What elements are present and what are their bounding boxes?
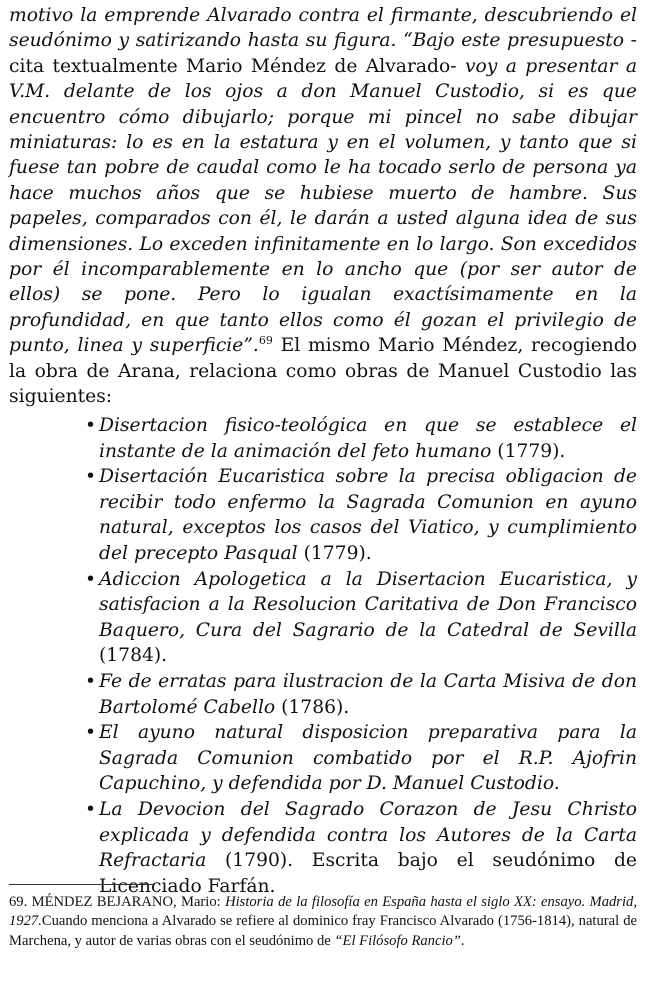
footnote-author: MÉNDEZ BEJARANO, Mario: xyxy=(27,894,226,910)
footnote-end: . xyxy=(460,932,465,949)
work-title: El ayuno natural disposicion preparativa para la Sagrada Comunion combatido por el R.P. Ajofrin Capuchino, y defendida por D. Manuel Custodio. xyxy=(99,722,637,795)
work-year: (1779). xyxy=(491,440,566,462)
footnote-text: Cuando menciona a Alvarado se refiere al dominico fray Francisco Alvarado (1756-1814), natural de Marchena, y autor de varias obras con el seudónimo de xyxy=(9,913,637,949)
footnote-reference[interactable]: 69 xyxy=(258,334,273,348)
work-title: Disertación Eucaristica sobre la precisa obligacion de recibir todo enfermo la Sagrada Comunion en ayuno natural, exceptos los casos del Viatico, y cumplimiento del precepto Pasqual xyxy=(99,466,637,564)
footnote-number: 69. xyxy=(9,894,28,910)
list-item xyxy=(85,720,637,797)
bullet-icon: • xyxy=(85,670,97,692)
list-item xyxy=(85,567,637,669)
list-item xyxy=(85,797,637,899)
italic-quote-lead: motivo la emprende Alvarado contra el firmante, descubriendo el seudónimo y satirizando hasta su figura. “Bajo este presupuesto xyxy=(9,5,637,52)
list-item xyxy=(85,669,637,720)
work-title: Fe de erratas para ilustracion de la Carta Misiva de don Bartolomé Cabello xyxy=(99,670,637,718)
footnote xyxy=(9,893,637,951)
bullet-icon: • xyxy=(85,798,97,820)
body-paragraph xyxy=(9,3,637,410)
list-item xyxy=(85,464,637,566)
work-year: (1786). xyxy=(275,696,350,718)
bullet-icon: • xyxy=(85,466,97,488)
work-title: Adiccion Apologetica a la Disertacion Eucaristica, y satisfacion a la Resolucion Caritativa de Don Francisco Baquero, Cura del Sagrario de la Catedral de Sevilla xyxy=(99,568,637,641)
work-year: (1779). xyxy=(297,542,372,564)
bullet-icon: • xyxy=(85,568,97,590)
bullet-icon: • xyxy=(85,415,97,436)
work-title: La Devocion del Sagrado Corazon de Jesu Christo explicada y defendida contra los Autores de la Carta Refractaria xyxy=(99,798,637,872)
work-year: (1784). xyxy=(99,645,168,667)
italic-quote: voy a presentar a V.M. delante de los ojos a don Manuel Custodio, si es que encuentro cómo dibujarlo; porque mi pincel no sabe dibujar miniaturas: lo es en la estatura y en el volumen, y tanto que si fuese tan pobre de caudal como le ha tocado serlo de persona ya hace muchos años que se hubiese muerto de hambre. Sus papeles, comparados con él, le darán a usted alguna idea de sus dimensiones. Lo exceden infinitamente en lo largo. Son excedidos por él incomparablemente en lo ancho que (por ser autor de ellos) se pone. Pero lo igualan exactísimamente en la profundidad, en que tanto ellos como él gozan el privilegio de punto, linea y superficie”. xyxy=(9,55,637,357)
work-year: (1790). Escrita bajo el seudónimo de Licenciado Farfán. xyxy=(99,850,637,897)
works-list xyxy=(85,413,637,899)
footnote-pseudonym: “El Filósofo Rancio” xyxy=(334,932,461,949)
citation-note: -cita textualmente Mario Méndez de Alvarado- xyxy=(9,30,637,77)
bullet-icon: • xyxy=(85,722,97,744)
list-item xyxy=(85,413,637,464)
footnote-divider xyxy=(9,884,155,885)
main-text xyxy=(9,3,637,410)
body-continuation: El mismo Mario Méndez, recogiendo la obra de Arana, relaciona como obras de Manuel Custodio las siguientes: xyxy=(9,335,638,408)
footnote-work: Historia de la filosofía en España hasta el siglo XX: ensayo. Madrid, 1927. xyxy=(9,894,637,930)
work-title: Disertacion fisico-teológica en que se establece el instante de la animación del feto humano xyxy=(99,415,637,462)
